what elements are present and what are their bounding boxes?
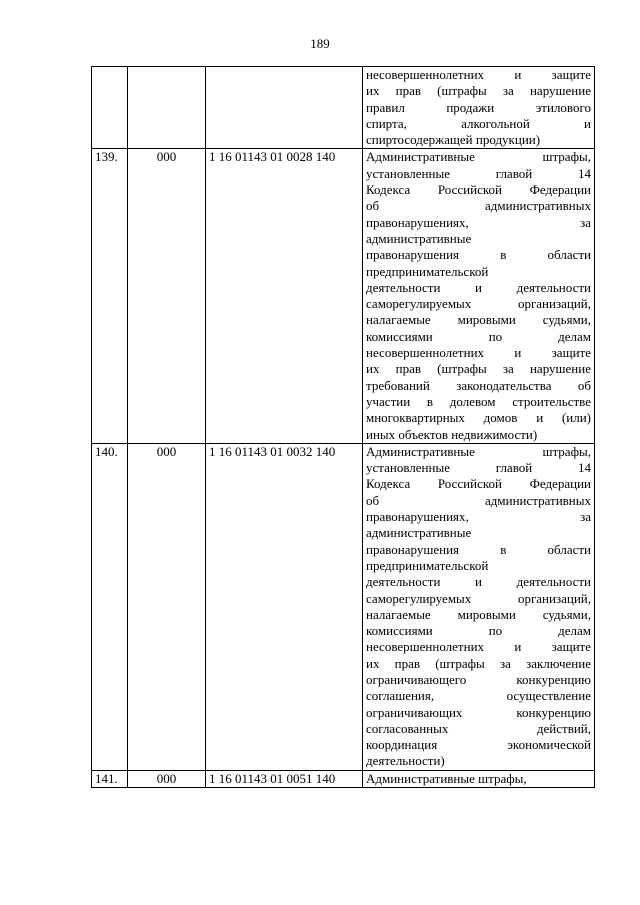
table-row — [92, 149, 595, 443]
row-number-cell: 141. — [92, 770, 128, 787]
income-description-cell — [363, 149, 595, 443]
description-line: Административные штрафы, — [366, 443, 591, 459]
income-description-cell — [363, 67, 595, 149]
description-line: их прав (штрафы за заключение — [366, 655, 591, 671]
description-line: несовершеннолетних и защите — [366, 67, 591, 82]
description-line: соглашения, осуществление — [366, 688, 591, 704]
description-line: установленные главой 14 — [366, 460, 591, 476]
description-line: их прав (штрафы за нарушение — [366, 361, 591, 377]
description-line: административные — [366, 230, 472, 246]
administrator-code-cell — [128, 67, 206, 149]
description-line: ограничивающих конкуренцию — [366, 704, 591, 720]
description-line: координация экономической — [366, 737, 591, 753]
description-line: правонарушениях, за — [366, 214, 591, 230]
description-line: деятельности) — [366, 753, 445, 769]
description-line: предпринимательской — [366, 557, 489, 573]
description-line: правил продажи этилового — [366, 99, 591, 115]
description-line: несовершеннолетних и защите — [366, 345, 591, 361]
budget-classification-code-cell — [206, 67, 363, 149]
description-line: многоквартирных домов и (или) — [366, 410, 591, 426]
description-line: Административные штрафы, — [366, 770, 527, 786]
description-line: налагаемые мировыми судьями, — [366, 606, 591, 622]
budget-classification-code-cell: 1 16 01143 01 0028 140 — [206, 149, 363, 443]
description-line: саморегулируемых организаций, — [366, 590, 591, 606]
table-row — [92, 67, 595, 149]
budget-codes-table — [91, 66, 595, 788]
page-number: 189 — [310, 36, 330, 51]
description-line: спирта, алкогольной и — [366, 115, 591, 131]
table-body — [92, 67, 595, 788]
income-description-cell — [363, 443, 595, 770]
table-row — [92, 770, 595, 787]
description-line: установленные главой 14 — [366, 165, 591, 181]
description-line: спиртосодержащей продукции) — [366, 132, 541, 148]
description-line: Кодекса Российской Федерации — [366, 182, 591, 198]
description-line: правонарушения в области — [366, 541, 591, 557]
description-line: комиссиями по делам — [366, 328, 591, 344]
description-line: ограничивающего конкуренцию — [366, 671, 591, 687]
row-number-cell: 139. — [92, 149, 128, 443]
administrator-code-cell: 000 — [128, 770, 206, 787]
description-line: об административных — [366, 492, 591, 508]
row-number-cell — [92, 67, 128, 149]
description-line: Административные штрафы, — [366, 149, 591, 165]
description-line: согласованных действий, — [366, 720, 591, 736]
description-line: административные — [366, 525, 472, 541]
row-number-cell: 140. — [92, 443, 128, 770]
description-line: Кодекса Российской Федерации — [366, 476, 591, 492]
budget-classification-code-cell: 1 16 01143 01 0051 140 — [206, 770, 363, 787]
description-line: налагаемые мировыми судьями, — [366, 312, 591, 328]
description-line: правонарушениях, за — [366, 509, 591, 525]
description-line: комиссиями по делам — [366, 623, 591, 639]
table-row — [92, 443, 595, 770]
description-line: предпринимательской — [366, 263, 489, 279]
administrator-code-cell: 000 — [128, 149, 206, 443]
income-description-cell — [363, 770, 595, 787]
description-line: несовершеннолетних и защите — [366, 639, 591, 655]
description-line: их прав (штрафы за нарушение — [366, 83, 591, 99]
description-line: об административных — [366, 198, 591, 214]
description-line: правонарушения в области — [366, 247, 591, 263]
administrator-code-cell: 000 — [128, 443, 206, 770]
description-line: участии в долевом строительстве — [366, 393, 591, 409]
description-line: саморегулируемых организаций, — [366, 296, 591, 312]
description-line: требований законодательства об — [366, 377, 591, 393]
description-line: деятельности и деятельности — [366, 279, 591, 295]
budget-classification-code-cell: 1 16 01143 01 0032 140 — [206, 443, 363, 770]
description-line: иных объектов недвижимости) — [366, 426, 538, 442]
description-line: деятельности и деятельности — [366, 574, 591, 590]
